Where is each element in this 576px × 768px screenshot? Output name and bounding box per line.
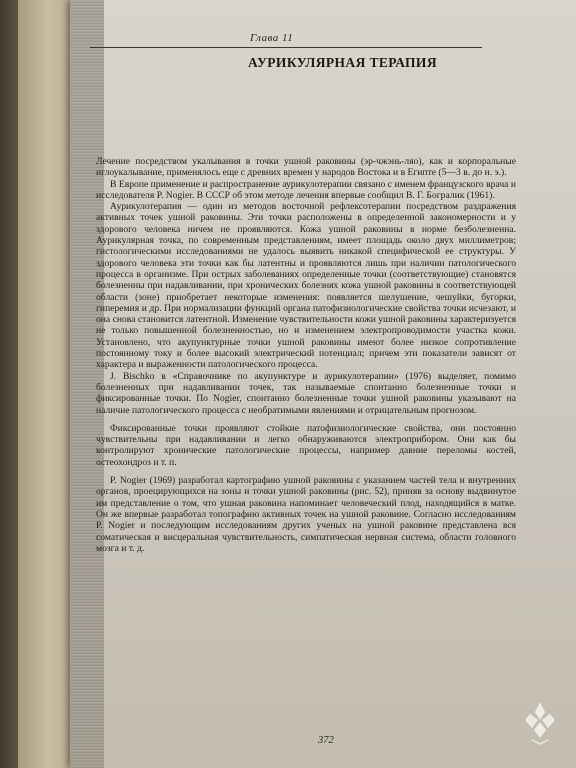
body-text: [96, 156, 516, 554]
lotus-watermark-icon: [520, 700, 560, 746]
chapter-header: Глава 11: [250, 32, 294, 44]
paragraph: В Европе применение и распространение аурикулотерапии связано с именем французского врача и исследователя P. Nogier. В СССР об этом методе лечения впервые сообщил В. Г. Богралик (1961).: [96, 178, 516, 201]
paragraph: J. Bischko в «Справочнике по акупунктуре и аурикулотерапии» (1976) выделяет, помимо болезненных при надавливании точек, так называемые спонтанно болезненные точки и фиксированные точки. По Nogier, спонтанно болезненные точки ушной раковины указывают на наличие патологического процесса с необратимыми явлениями и отрицательным прогнозом.: [96, 370, 516, 416]
header-rule: [90, 47, 482, 48]
page-number: 372: [318, 735, 334, 746]
paragraph: P. Nogier (1969) разработал картографию ушной раковины с указанием частей тела и внутренних органов, проецирующихся на зоны и точки ушной раковины (рис. 52), приняв за основу выдвинутое им представление о том, что ушная раковина напоминает человеческий плод, находящийся в матке. Он же впервые разработал топографию активных точек на ушной раковине. Согласно исследованиям P. Nogier и последующим исследованиям других ученых на ушной раковине представлена вся соматическая и висцеральная чувствительность, симпатическая нервная система, области головного мозга и т. д.: [96, 475, 516, 554]
paragraph: Фиксированные точки проявляют стойкие патофизиологические свойства, они постоянно чувствительны при надавливании и легко обнаруживаются электроприбором. Они как бы контролируют хронические патологические процессы, например давние переломы костей, остеохондроз и т. п.: [96, 422, 516, 468]
chapter-title: АУРИКУЛЯРНАЯ ТЕРАПИЯ: [248, 55, 437, 70]
paragraph: Лечение посредством укалывания в точки ушной раковины (эр-чжэнь-ляо), как и корпоральные иглоукалывание, применялось еще с древних времен у народов Востока и в Египте (5—3 в. до н. э.).: [96, 156, 516, 179]
paragraph: Аурикулотерапия — один из методов восточной рефлексотерапии посредством раздражения активных точек ушной раковины. Эти точки расположены в определенной закономерности и у здорового человека ничем не проявляются. Кожа ушной раковины в норме безболезненна. Аурикулярная точка, по современным представлениям, имеет площадь около двух миллиметров; гистологическими исследованиями не удалось выявить никакой специфической ее структуры. У здорового человека эти точки как бы латентны и проявляются лишь при наличии патологического процесса в организме. При острых заболеваниях определенные точки (соответствующие) становятся болезненны при надавливании, при хронических болезнях кожа ушной раковины в соответствующей области (зоне) приобретает некоторые изменения: появляется шелушение, чешуйки, бугорки, гиперемия и др. При нормализации функций органа патофизиологические свойства точки исчезают, и она снова становится латентной. Изменение чувствительности кожи ушной раковины характеризуется не только повышенной болезненностью, но и изменением электропроводимости участка кожи. Установлено, что акупунктурные точки ушной раковины имеют более низкое сопротивление постоянному току и более высокий электрический потенциал; причем эти показатели зависят от характера и выраженности патологического процесса.: [96, 201, 516, 371]
book-cover-edge: [18, 0, 78, 768]
